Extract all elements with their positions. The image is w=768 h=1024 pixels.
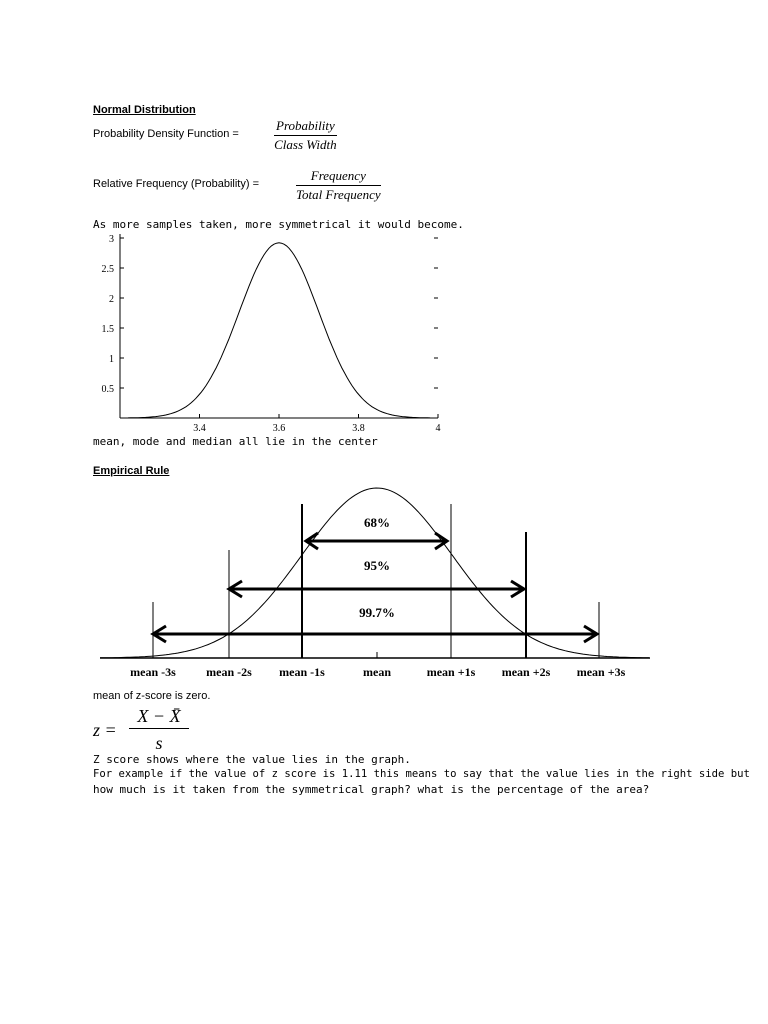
z-formula [93, 706, 203, 756]
normal-curve-line [128, 243, 430, 418]
label-95: 95% [364, 558, 390, 573]
label-mean: mean [363, 665, 391, 679]
y-tick-label: 3 [109, 234, 114, 245]
label-mean-minus1s: mean -1s [279, 665, 325, 679]
arrow-68 [306, 533, 447, 549]
label-mean-minus3s: mean -3s [130, 665, 176, 679]
z-mean-text: mean of z-score is zero. [93, 690, 211, 702]
y-tick-label: 2 [109, 294, 114, 305]
section-heading-empirical-rule: Empirical Rule [93, 465, 170, 477]
x-tick-label: 4 [435, 423, 441, 434]
relative-frequency-fraction [296, 168, 381, 203]
samples-text: As more samples taken, more symmetrical it would become. [93, 218, 464, 231]
x-tick-label: 3.8 [352, 423, 365, 434]
label-mean-plus3s: mean +3s [576, 665, 626, 679]
center-text: mean, mode and median all lie in the center [93, 435, 378, 448]
z-text-line1: Z score shows where the value lies in the graph. [93, 753, 411, 766]
arrow-95 [229, 581, 524, 597]
z-formula-denominator: s [155, 733, 163, 753]
section-heading-normal-distribution: Normal Distribution [93, 104, 196, 116]
z-text-line3: how much is it taken from the symmetrical graph? what is the percentage of the area? [93, 783, 650, 796]
rf-numerator: Frequency [296, 168, 381, 186]
empirical-rule-diagram [0, 480, 768, 680]
label-68: 68% [364, 515, 390, 530]
label-mean-plus2s: mean +2s [501, 665, 551, 679]
y-tick-label: 1 [109, 354, 114, 365]
x-tick-label: 3.4 [193, 423, 206, 434]
rf-denominator: Total Frequency [296, 187, 381, 202]
y-tick-label: 0.5 [101, 384, 114, 395]
label-mean-minus2s: mean -2s [206, 665, 252, 679]
y-tick-label: 1.5 [101, 324, 114, 335]
relative-frequency-label: Relative Frequency (Probability) = [93, 178, 259, 190]
pdf-numerator: Probability [274, 118, 337, 136]
pdf-denominator: Class Width [274, 137, 337, 152]
z-text-line2: For example if the value of z score is 1.11 this means to say that the value lies in the right side but [93, 768, 750, 780]
x-tick-label: 3.6 [272, 423, 286, 434]
y-tick-label: 2.5 [101, 264, 114, 275]
pdf-label: Probability Density Function = [93, 128, 239, 140]
z-formula-numerator: X − X̄ [129, 706, 189, 729]
pdf-fraction [274, 118, 337, 153]
normal-curve-chart [88, 230, 448, 440]
z-formula-lhs: z = [93, 720, 117, 740]
label-mean-plus1s: mean +1s [426, 665, 476, 679]
label-997: 99.7% [359, 605, 395, 620]
